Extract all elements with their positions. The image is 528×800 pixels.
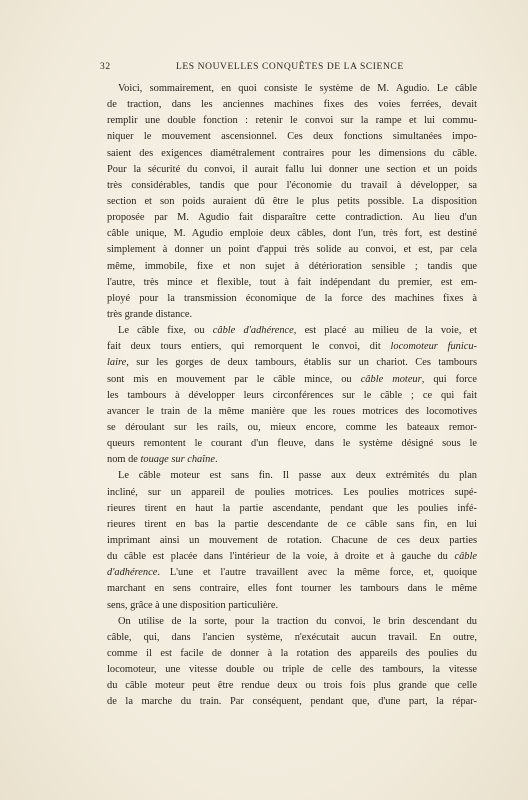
- text-line: [107, 210, 477, 226]
- text-run: proposée par M. Agudio fait disparaître cette contradiction. Au lieu d'un: [107, 212, 477, 224]
- text-run: locomoteur, une vitesse double ou triple de celle des tambours, la vitesse: [107, 664, 477, 676]
- text-run: avancer le train de la même manière que les roues motrices des locomotives: [107, 405, 477, 417]
- italic-run: laire: [107, 357, 127, 369]
- italic-run: locomoteur funicu-: [390, 341, 478, 353]
- text-run: les tambours à développer leurs circonférences sur le câble ; ce qui fait: [107, 389, 477, 401]
- text-line: [107, 549, 477, 565]
- italic-run: câble d'adhérence: [212, 325, 294, 337]
- text-line: [107, 178, 477, 194]
- text-run: comme il est facile de donner à la rotation des appareils des poulies du: [107, 647, 477, 659]
- text-run: sens, grâce à une disposition particulière.: [107, 599, 279, 611]
- text-run: câble unique, M. Agudio emploie deux câbles, dont l'un, très fort, est destiné: [107, 228, 477, 240]
- text-line: [107, 162, 477, 178]
- italic-run: câble: [454, 551, 477, 563]
- text-line: [107, 113, 477, 129]
- text-line: [107, 565, 477, 581]
- text-line: [107, 630, 477, 646]
- text-run: Le câble moteur est sans fin. Il passe aux deux extrémités du plan: [118, 470, 477, 482]
- text-run: très considérables, tandis que pour l'économie du travail à développer, sa: [107, 179, 477, 191]
- text-line: [107, 678, 477, 694]
- text-run: nom de: [107, 454, 141, 466]
- text-line: [107, 226, 477, 242]
- text-run: de traction, dans les anciennes machines fixes des voies ferrées, devait: [107, 99, 477, 111]
- text-run: sont mis en mouvement par le câble mince, ou: [107, 373, 361, 385]
- page-header: [100, 62, 480, 76]
- text-line: [107, 339, 477, 355]
- text-run: très grande distance.: [107, 308, 193, 320]
- text-line: [107, 485, 477, 501]
- text-line: [107, 533, 477, 549]
- text-line: [107, 517, 477, 533]
- text-run: niquer le mouvement ascensionnel. Ces deux fonctions simultanées impo-: [107, 131, 477, 143]
- text-line: [107, 452, 477, 468]
- text-run: saient des exigences diamétralement contraires pour les dimensions du câble.: [107, 147, 477, 159]
- text-run: simplement à donner un point d'appui très solide au convoi, et est, par cela: [107, 244, 477, 256]
- body-text: [107, 81, 477, 710]
- italic-run: touage sur chaîne: [140, 454, 215, 466]
- text-run: ployé pour la transmission économique de la force des machines fixes à: [107, 292, 477, 304]
- text-line: [107, 694, 477, 710]
- text-line: [107, 388, 477, 404]
- text-run: l'autre, très mince et flexible, tout à fait indépendant du premier, est em-: [107, 276, 477, 288]
- text-line: [107, 404, 477, 420]
- text-line: [107, 598, 477, 614]
- text-run: On utilise de la sorte, pour la traction du convoi, le brin descendant du: [118, 615, 477, 627]
- text-run: fait deux tours entiers, qui remorquent le convoi, dit: [107, 341, 391, 353]
- text-line: [107, 501, 477, 517]
- text-run: incliné, sur un appareil de poulies motrices. Les poulies motrices supé-: [107, 486, 477, 498]
- text-run: même, immobile, fixe et non sujet à détérioration sensible ; tandis que: [107, 260, 477, 272]
- text-line: [107, 81, 477, 97]
- italic-run: d'adhérence: [107, 567, 158, 579]
- text-run: .: [214, 454, 218, 466]
- text-run: Pour la sécurité du convoi, il aurait fallu lui donner une section et un poids: [107, 163, 477, 175]
- text-line: [107, 646, 477, 662]
- text-run: rieures tirent en haut la partie ascendante, pendant que les poulies infé-: [107, 502, 477, 514]
- text-run: imprimant ainsi un mouvement de rotation. Chacune de ces deux parties: [107, 534, 477, 546]
- text-line: [107, 97, 477, 113]
- text-run: . L'une et l'autre travaillent avec la même force, et, quoique: [157, 567, 477, 579]
- text-line: [107, 194, 477, 210]
- text-run: , sur les gorges de deux tambours, établis sur un chariot. Ces tambours: [126, 357, 477, 369]
- text-line: [107, 242, 477, 258]
- text-run: , qui force: [421, 373, 477, 385]
- text-run: Le câble fixe, ou: [118, 325, 213, 337]
- text-run: se déroulant sur les rails, ou, mieux encore, comme les bateaux remor-: [107, 421, 477, 433]
- text-run: section et son poids auraient dû être le plus petits possible. La disposition: [107, 195, 477, 207]
- text-line: [107, 146, 477, 162]
- text-line: [107, 323, 477, 339]
- text-run: du câble moteur peut être rendue deux ou trois fois plus grande que celle: [107, 680, 477, 692]
- text-line: [107, 355, 477, 371]
- text-line: [107, 291, 477, 307]
- text-run: marchant en sens contraire, elles font tourner les tambours dans le même: [107, 583, 477, 595]
- text-line: [107, 275, 477, 291]
- text-line: [107, 307, 477, 323]
- text-run: queurs remontent le courant d'un fleuve, dans le système désigné sous le: [107, 438, 477, 450]
- running-head: LES NOUVELLES CONQUÊTES DE LA SCIENCE: [176, 62, 404, 72]
- text-run: Voici, sommairement, en quoi consiste le système de M. Agudio. Le câble: [118, 83, 477, 94]
- text-line: [107, 662, 477, 678]
- text-line: [107, 436, 477, 452]
- text-run: de la marche du train. Par conséquent, pendant que, d'une part, la répar-: [107, 696, 477, 708]
- text-run: remplir une double fonction : retenir le convoi sur la rampe et lui commu-: [107, 115, 477, 127]
- text-line: [107, 420, 477, 436]
- text-run: câble, qui, dans l'ancien système, n'exécutait aucun travail. En outre,: [107, 631, 477, 643]
- text-line: [107, 372, 477, 388]
- text-run: du câble est placée dans l'intérieur de la voie, à droite et à gauche du: [107, 551, 455, 563]
- italic-run: câble moteur: [360, 373, 422, 385]
- text-line: [107, 129, 477, 145]
- text-line: [107, 259, 477, 275]
- text-run: rieures tirent en bas la partie descendante de ce câble sans fin, en lui: [107, 518, 477, 530]
- text-run: , est placé au milieu de la voie, et: [293, 325, 477, 337]
- text-line: [107, 468, 477, 484]
- page-number: 32: [100, 62, 111, 72]
- text-line: [107, 581, 477, 597]
- text-line: [107, 614, 477, 630]
